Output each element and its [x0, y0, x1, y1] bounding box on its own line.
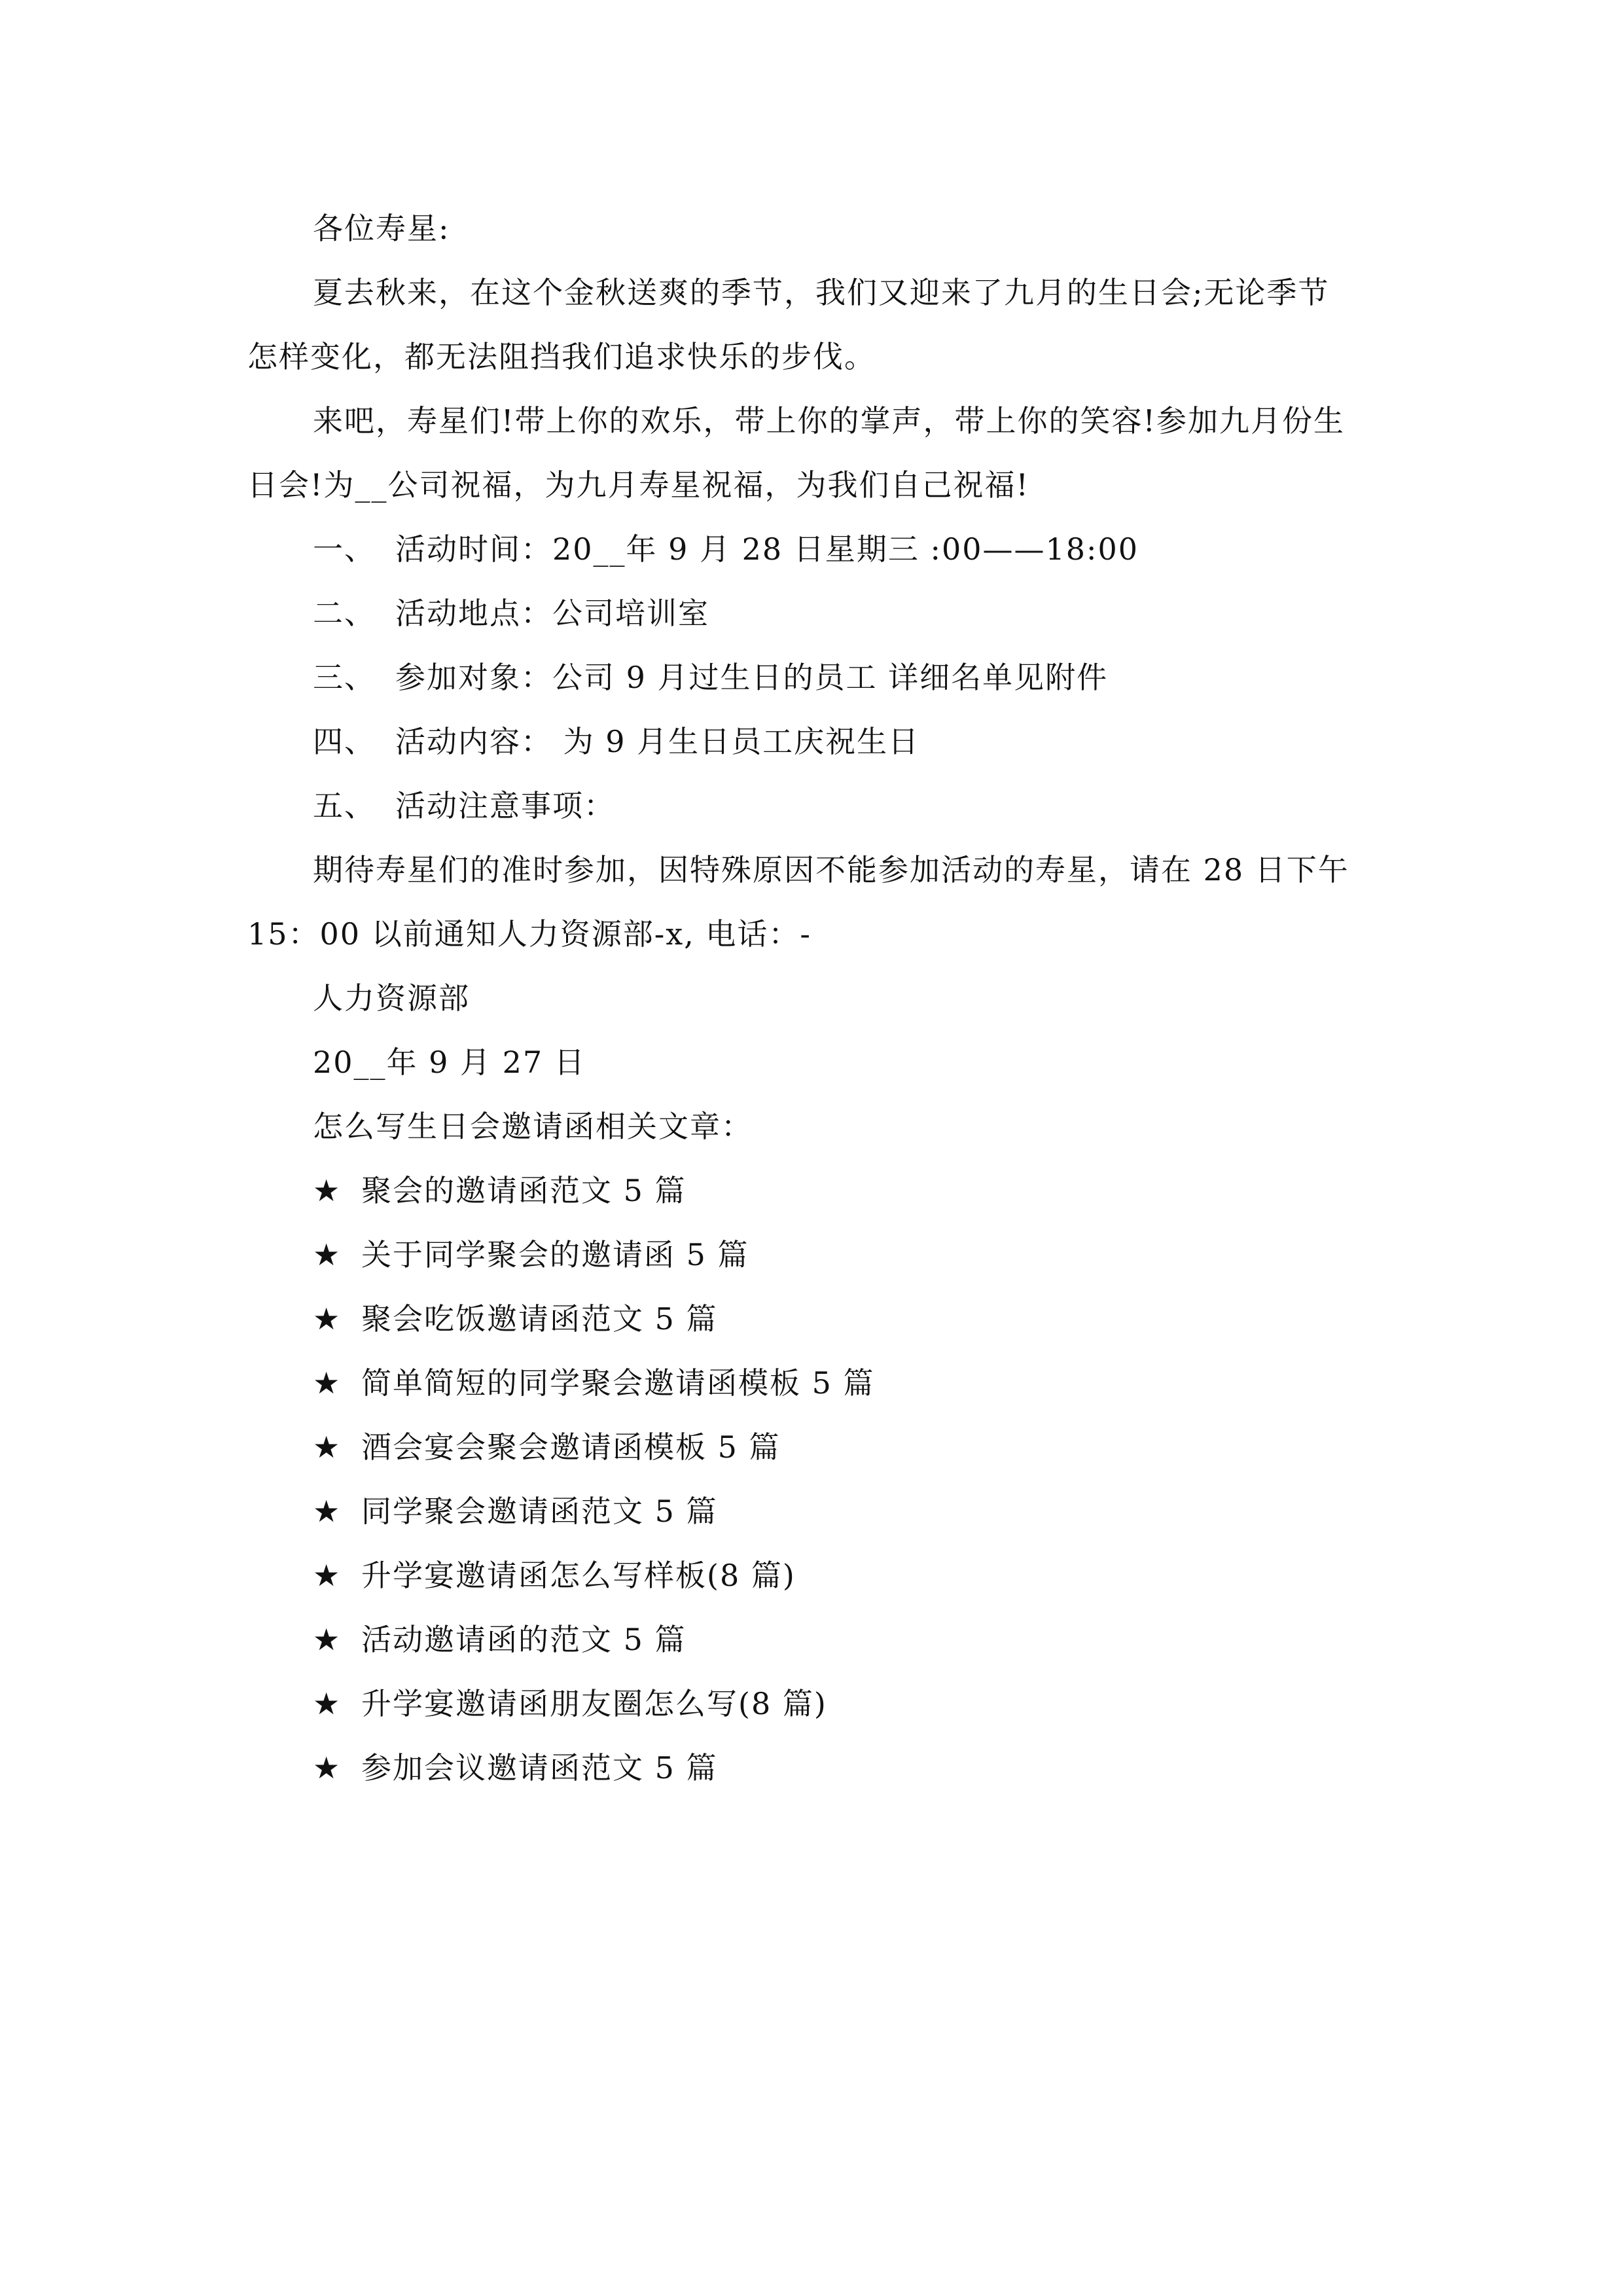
related-article-link[interactable]	[247, 1158, 1380, 1223]
related-article-link[interactable]	[247, 1479, 1380, 1543]
list-item-text: 活动注意事项：	[395, 788, 615, 823]
list-item-text: 活动内容： 为 9 月生日员工庆祝生日	[395, 724, 920, 759]
related-article-link[interactable]	[247, 1672, 1380, 1736]
list-number: 四、	[313, 724, 376, 759]
star-icon: ★	[313, 1173, 342, 1208]
list-number: 一、	[313, 531, 376, 567]
list-item-notes	[247, 774, 1380, 838]
notice-line-2: 15：00 以前通知人力资源部-x, 电话：-	[247, 916, 812, 952]
star-icon: ★	[313, 1686, 342, 1721]
list-number: 五、	[313, 788, 376, 823]
related-article-title: 简单简短的同学聚会邀请函模板 5 篇	[361, 1365, 875, 1401]
related-article-link[interactable]	[247, 1287, 1380, 1351]
star-icon: ★	[313, 1494, 342, 1529]
list-item-text: 活动地点：公司培训室	[395, 596, 709, 631]
related-article-title: 升学宴邀请函朋友圈怎么写(8 篇)	[361, 1686, 827, 1721]
star-icon: ★	[313, 1301, 342, 1336]
list-number: 三、	[313, 660, 376, 695]
star-icon: ★	[313, 1365, 342, 1401]
salutation: 各位寿星:	[313, 211, 450, 246]
star-icon: ★	[313, 1750, 342, 1785]
related-article-title: 聚会吃饭邀请函范文 5 篇	[361, 1301, 718, 1336]
list-number: 二、	[313, 596, 376, 631]
signature-department: 人力资源部	[313, 980, 470, 1016]
star-icon: ★	[313, 1237, 342, 1272]
related-article-title: 活动邀请函的范文 5 篇	[361, 1622, 687, 1657]
related-article-link[interactable]	[247, 1607, 1380, 1672]
list-item-participants	[247, 645, 1380, 709]
related-article-link[interactable]	[247, 1543, 1380, 1607]
related-article-title: 同学聚会邀请函范文 5 篇	[361, 1494, 718, 1529]
related-article-link[interactable]	[247, 1415, 1380, 1479]
related-article-link[interactable]	[247, 1351, 1380, 1415]
related-article-title: 参加会议邀请函范文 5 篇	[361, 1750, 718, 1785]
related-article-title: 关于同学聚会的邀请函 5 篇	[361, 1237, 749, 1272]
list-item-activity-time	[247, 517, 1380, 581]
related-article-title: 酒会宴会聚会邀请函模板 5 篇	[361, 1429, 781, 1465]
related-article-link[interactable]	[247, 1223, 1380, 1287]
paragraph-2-line-2: 日会!为__公司祝福，为九月寿星祝福，为我们自己祝福!	[247, 467, 1029, 503]
list-item-text: 参加对象：公司 9 月过生日的员工 详细名单见附件	[395, 660, 1109, 695]
signature-date: 20__年 9 月 27 日	[313, 1045, 586, 1080]
paragraph-1-line-2: 怎样变化，都无法阻挡我们追求快乐的步伐。	[247, 339, 876, 374]
related-article-link[interactable]	[247, 1736, 1380, 1800]
star-icon: ★	[313, 1558, 342, 1593]
list-item-activity-location	[247, 581, 1380, 645]
list-item-text: 活动时间：20__年 9 月 28 日星期三 :00——18:00	[395, 531, 1139, 567]
related-article-title: 升学宴邀请函怎么写样板(8 篇)	[361, 1558, 796, 1593]
notice-line-1: 期待寿星们的准时参加，因特殊原因不能参加活动的寿星，请在 28 日下午	[313, 852, 1349, 888]
list-item-activity-content	[247, 709, 1380, 774]
related-articles-heading: 怎么写生日会邀请函相关文章：	[313, 1109, 753, 1144]
star-icon: ★	[313, 1622, 342, 1657]
star-icon: ★	[313, 1429, 342, 1465]
document-body	[247, 196, 1380, 1800]
paragraph-2-line-1: 来吧，寿星们!带上你的欢乐，带上你的掌声，带上你的笑容!参加九月份生	[313, 403, 1345, 439]
related-article-title: 聚会的邀请函范文 5 篇	[361, 1173, 687, 1208]
paragraph-1-line-1: 夏去秋来，在这个金秋送爽的季节，我们又迎来了九月的生日会;无论季节	[313, 275, 1330, 310]
